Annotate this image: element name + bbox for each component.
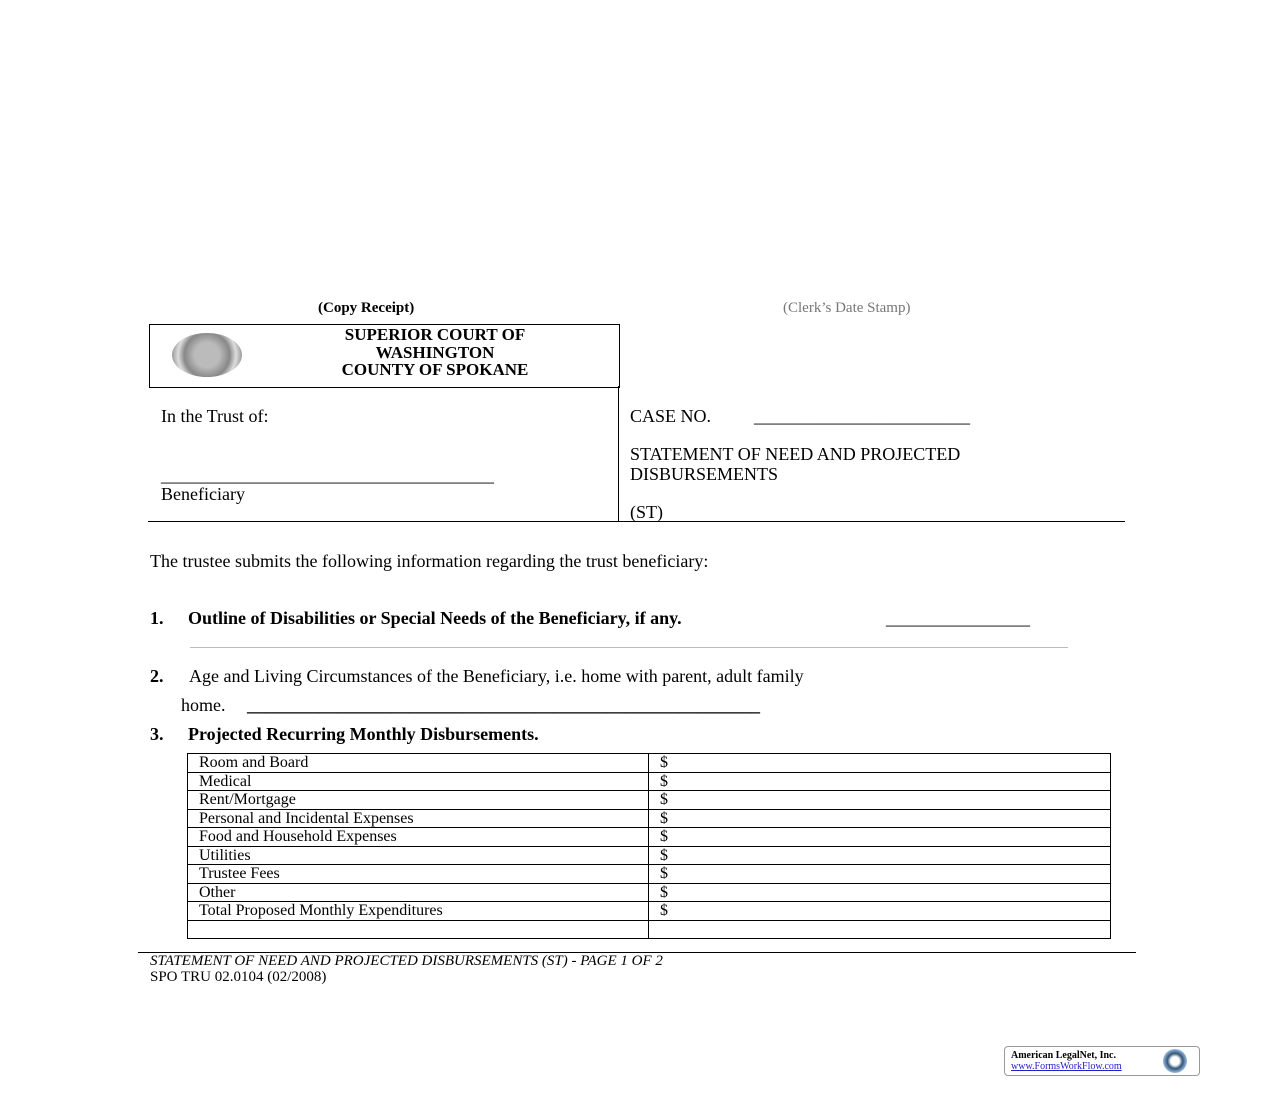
clerk-stamp-label: (Clerk’s Date Stamp) [783,300,911,316]
item-1-number: 1. [150,608,164,628]
globe-icon [1163,1049,1187,1073]
expense-amount-field[interactable] [649,920,1111,939]
legalnet-logo [1004,1046,1200,1076]
intro-text: The trustee submits the following information regarding the trust beneficiary: [150,551,709,571]
table-row [188,828,1111,847]
footer-title: STATEMENT OF NEED AND PROJECTED DISBURSEMENTS (ST) - PAGE 1 OF 2 [150,953,663,969]
logo-url-link[interactable]: www.FormsWorkFlow.com [1011,1061,1122,1072]
item-2-number: 2. [150,666,164,686]
item-2-field[interactable]: _________________________________________________________ [247,695,760,715]
table-row [188,920,1111,939]
form-number: SPO TRU 02.0104 (02/2008) [150,969,327,985]
court-name-line: COUNTY OF SPOKANE [341,360,529,379]
expense-amount-field[interactable]: $ [649,754,1111,773]
item-1-answer-line[interactable] [190,647,1068,648]
table-row [188,865,1111,884]
expense-amount-field[interactable]: $ [649,809,1111,828]
expense-label: Other [188,883,649,902]
beneficiary-name-field[interactable]: _____________________________________ [161,465,494,485]
expense-amount-field[interactable]: $ [649,791,1111,810]
table-row [188,902,1111,921]
beneficiary-label: Beneficiary [161,484,245,504]
disbursements-table [187,753,1111,939]
form-title-line2: DISBURSEMENTS [630,464,779,484]
expense-label: Food and Household Expenses [188,828,649,847]
expense-amount-field[interactable]: $ [649,828,1111,847]
copy-receipt-label: (Copy Receipt) [318,300,415,316]
court-header-box [149,324,620,388]
table-row [188,846,1111,865]
table-row [188,809,1111,828]
expense-amount-field[interactable]: $ [649,883,1111,902]
table-row [188,883,1111,902]
case-no-field[interactable]: ________________________ [754,406,970,426]
expense-label: Trustee Fees [188,865,649,884]
expense-label: Utilities [188,846,649,865]
in-trust-label: In the Trust of: [161,406,269,426]
expense-label: Room and Board [188,754,649,773]
expense-label [188,920,649,939]
court-name [250,326,620,379]
logo-company: American LegalNet, Inc. [1011,1050,1116,1061]
expense-amount-field[interactable]: $ [649,902,1111,921]
form-title-line1: STATEMENT OF NEED AND PROJECTED [630,444,961,464]
expense-amount-field[interactable]: $ [649,772,1111,791]
expense-label: Rent/Mortgage [188,791,649,810]
expense-label: Personal and Incidental Expenses [188,809,649,828]
item-1-field[interactable]: ________________ [886,608,1030,628]
expense-label: Total Proposed Monthly Expenditures [188,902,649,921]
court-seal-icon [172,333,242,377]
item-3-text: Projected Recurring Monthly Disbursements. [188,724,539,744]
table-row [188,791,1111,810]
item-2-text: Age and Living Circumstances of the Beneficiary, i.e. home with parent, adult family [189,666,804,686]
court-name-line: SUPERIOR COURT OF [344,325,526,344]
court-name-line: WASHINGTON [375,342,495,362]
table-row [188,772,1111,791]
expense-amount-field[interactable]: $ [649,865,1111,884]
table-row [188,754,1111,773]
item-3-number: 3. [150,724,164,744]
item-2-text-cont: home. [181,695,226,715]
expense-label: Medical [188,772,649,791]
item-1-text: Outline of Disabilities or Special Needs of the Beneficiary, if any. [188,608,682,628]
form-code: (ST) [630,502,663,522]
caption-divider [618,386,619,522]
expense-amount-field[interactable]: $ [649,846,1111,865]
case-no-label: CASE NO. [630,406,712,426]
